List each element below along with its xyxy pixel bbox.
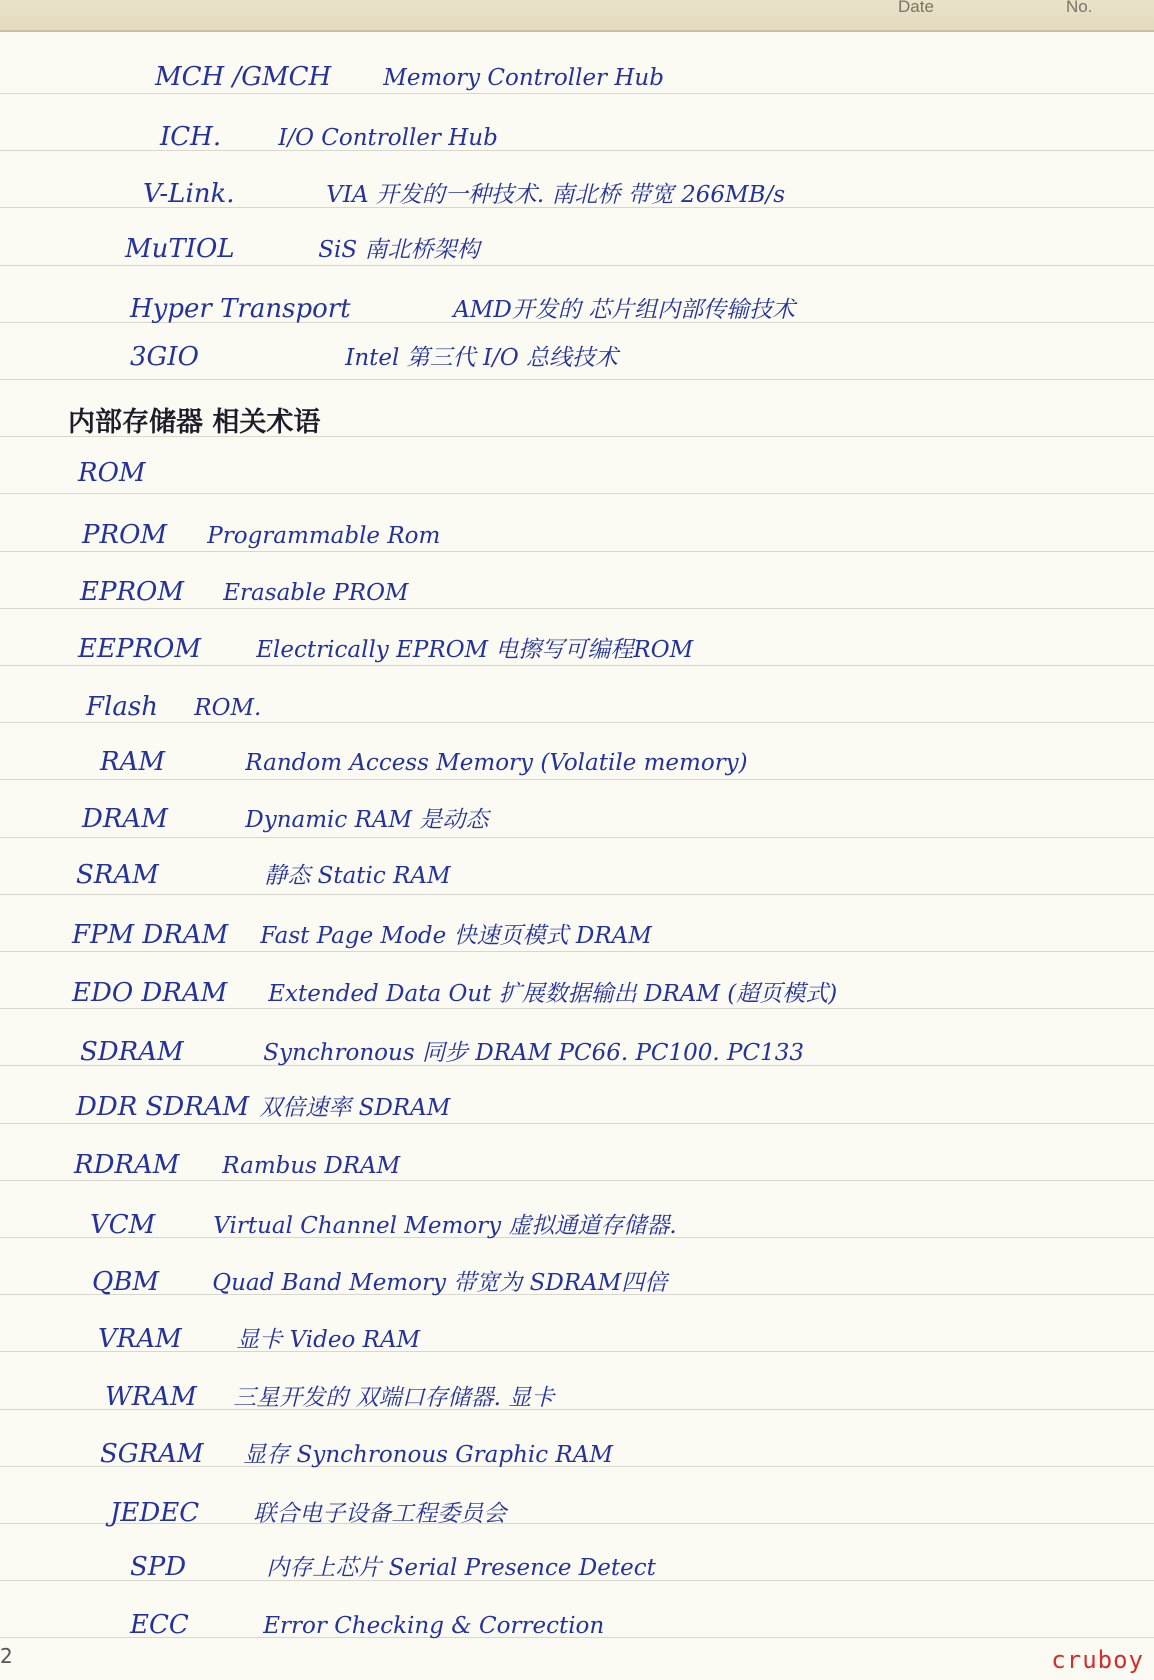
term: RAM (100, 747, 165, 777)
list-item (160, 120, 498, 155)
term: WRAM (105, 1382, 197, 1412)
term: ECC (130, 1610, 189, 1640)
list-item (100, 745, 748, 780)
term: RDRAM (74, 1150, 180, 1180)
list-item (105, 1380, 554, 1415)
list-item (155, 60, 664, 95)
no-label: No. (1066, 0, 1093, 16)
list-item (92, 1265, 667, 1300)
list-item (72, 918, 652, 953)
term: ICH. (160, 122, 222, 152)
ruled-line (0, 837, 1154, 838)
term-description: 显存 Synchronous Graphic RAM (243, 1442, 613, 1468)
term: DRAM (82, 804, 168, 834)
term-description: Quad Band Memory 带宽为 SDRAM四倍 (212, 1270, 668, 1296)
term: 3GIO (130, 342, 199, 372)
term-description: I/O Controller Hub (278, 125, 498, 151)
term: MCH /GMCH (155, 62, 332, 92)
term: VCM (90, 1210, 156, 1240)
list-item (80, 575, 408, 610)
list-item (76, 858, 451, 893)
term-description: 静态 Static RAM (264, 863, 451, 889)
term: Hyper Transport (130, 294, 351, 324)
list-item (130, 292, 795, 327)
page-header-band (0, 0, 1154, 32)
term: MuTIOL (125, 234, 235, 264)
watermark: cruboy (1051, 1646, 1144, 1674)
term-description: 三星开发的 双端口存储器. 显卡 (233, 1385, 555, 1411)
ruled-line (0, 379, 1154, 380)
term-description: 内存上芯片 Serial Presence Detect (266, 1555, 656, 1581)
term-description: 双倍速率 SDRAM (259, 1095, 451, 1121)
section-heading: 内部存储器 相关术语 (68, 407, 321, 438)
list-item (86, 690, 261, 725)
term-description: Intel 第三代 I/O 总线技术 (345, 345, 618, 371)
term-description: SiS 南北桥架构 (318, 237, 480, 263)
list-item (130, 340, 618, 375)
term: EPROM (80, 577, 184, 607)
list-item (130, 1550, 656, 1585)
list-item (90, 1208, 677, 1243)
date-label: Date (898, 0, 934, 16)
list-item (110, 1496, 506, 1531)
term-description: Rambus DRAM (222, 1153, 401, 1179)
list-item (82, 802, 488, 837)
term-description: Virtual Channel Memory 虚拟通道存储器. (213, 1213, 677, 1239)
term-description: AMD开发的 芯片组内部传输技术 (453, 297, 796, 323)
term-description: 显卡 Video RAM (236, 1327, 421, 1353)
ruled-line (0, 493, 1154, 494)
list-item (100, 1437, 613, 1472)
term: PROM (82, 520, 168, 550)
list-item (78, 632, 693, 667)
list-item (78, 456, 146, 490)
list-item (82, 518, 440, 553)
term-description: Memory Controller Hub (383, 65, 664, 91)
term-description: Error Checking & Correction (263, 1613, 605, 1639)
term-description: Programmable Rom (207, 523, 441, 549)
term-description: Electrically EPROM 电擦写可编程ROM (256, 637, 694, 663)
term: V-Link. (143, 179, 235, 209)
list-item (74, 1148, 400, 1183)
term: SRAM (76, 860, 159, 890)
term: SGRAM (100, 1439, 204, 1469)
term-description: 联合电子设备工程委员会 (253, 1501, 507, 1527)
list-item (125, 232, 479, 267)
list-item (80, 1035, 804, 1070)
list-item (72, 976, 837, 1011)
term-description: Synchronous 同步 DRAM PC66. PC100. PC133 (263, 1040, 805, 1066)
page-margin-mark: 2 (0, 1644, 13, 1668)
term: Flash (86, 692, 158, 722)
term-description: Extended Data Out 扩展数据输出 DRAM (超页模式) (268, 981, 838, 1007)
ruled-line (0, 894, 1154, 895)
term: SPD (130, 1552, 187, 1582)
term: FPM DRAM (72, 920, 229, 950)
term-description: Dynamic RAM 是动态 (245, 807, 489, 833)
term-description: Fast Page Mode 快速页模式 DRAM (260, 923, 652, 949)
term: EEPROM (78, 634, 201, 664)
list-item (76, 1090, 450, 1125)
term: SDRAM (80, 1037, 184, 1067)
term: JEDEC (110, 1498, 200, 1528)
term: EDO DRAM (72, 978, 228, 1008)
term-description: ROM. (194, 695, 262, 721)
term: ROM (78, 458, 146, 488)
term-description: Random Access Memory (Volatile memory) (245, 750, 748, 776)
term: VRAM (98, 1324, 182, 1354)
list-item (143, 177, 785, 212)
list-item (98, 1322, 420, 1357)
term: QBM (92, 1267, 160, 1297)
list-item (130, 1608, 604, 1643)
term-description: Erasable PROM (223, 580, 409, 606)
term-description: VIA 开发的一种技术. 南北桥 带宽 266MB/s (326, 182, 786, 208)
term: DDR SDRAM (76, 1092, 250, 1122)
